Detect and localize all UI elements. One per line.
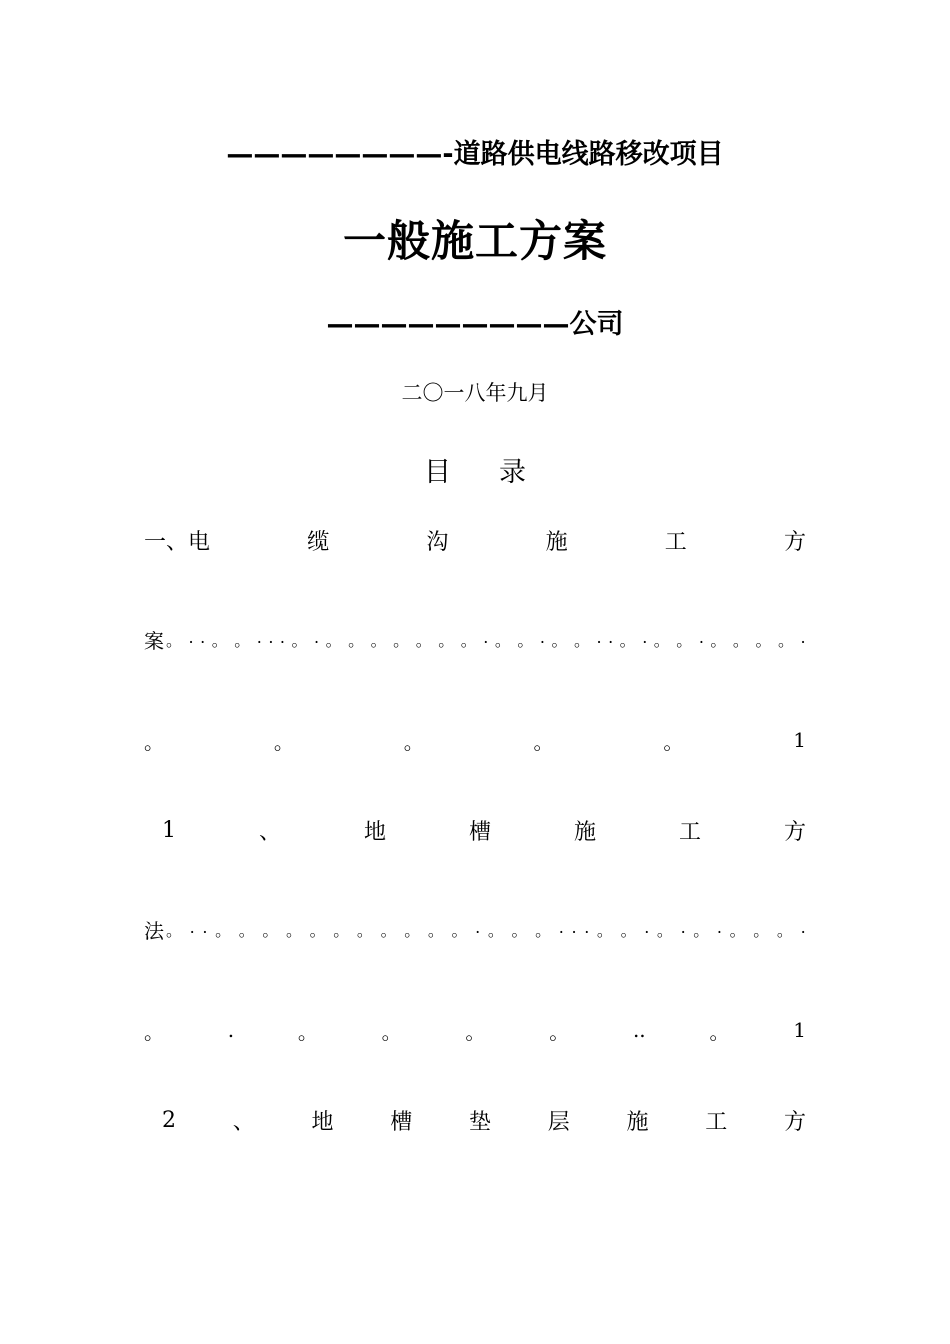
leader-dot: 。 — [393, 631, 410, 650]
leader-dot: .. — [632, 1018, 646, 1042]
toc-continuation: 案 — [144, 629, 164, 653]
leader-dot: . — [483, 628, 489, 647]
toc-char: 方 — [783, 529, 806, 555]
toc-entry-1-title[interactable] — [144, 520, 806, 560]
leader-dot: 。 — [511, 921, 528, 940]
leader-dot: . — [279, 628, 286, 647]
leader-dot: . — [571, 918, 577, 937]
dot-leader — [166, 628, 806, 651]
leader-dot: 。 — [693, 921, 710, 940]
toc-char: 地 — [363, 819, 386, 845]
leader-dot: 。 — [234, 631, 251, 650]
leader-dot: 。 — [732, 631, 749, 650]
leader-dot: 。 — [404, 921, 421, 940]
toc-char: 施 — [626, 1109, 649, 1135]
leader-dot: . — [189, 918, 195, 937]
leader-dot: 。 — [656, 921, 673, 940]
toc-entry-2-leader — [144, 915, 806, 944]
leader-dot: 。 — [166, 631, 183, 650]
toc-entry-1-page-row — [144, 725, 806, 755]
toc-char: 方 — [783, 819, 806, 845]
leader-dot: . — [539, 628, 545, 647]
toc-char: 缆 — [307, 529, 330, 555]
leader-dot: . — [256, 628, 262, 647]
toc-char: 、 — [232, 1109, 255, 1135]
project-subtitle: ————————-道路供电线路移改项目 — [226, 139, 724, 170]
leader-dot: 。 — [144, 1019, 164, 1044]
leader-dot: 。 — [356, 921, 373, 940]
toc-char: 工 — [678, 819, 701, 845]
leader-dot: 。 — [517, 631, 534, 650]
leader-dot: 。 — [663, 729, 684, 754]
toc-heading — [0, 450, 950, 489]
leader-dot: 。 — [753, 921, 770, 940]
toc-char: 、 — [258, 819, 281, 845]
leader-dot: . — [558, 918, 564, 937]
toc-char: 工 — [664, 529, 687, 555]
leader-dot: . — [716, 918, 723, 937]
leader-dot: 。 — [166, 921, 183, 940]
leader-dot: . — [188, 628, 194, 647]
toc-char: 施 — [573, 819, 596, 845]
leader-dot: 。 — [380, 921, 397, 940]
leader-dot: 。 — [596, 921, 613, 940]
toc-entry-2-title[interactable] — [162, 810, 806, 850]
leader-dot: 。 — [238, 921, 255, 940]
leader-dot: 。 — [438, 631, 455, 650]
toc-entry-3-title[interactable] — [162, 1100, 806, 1140]
leader-dot: 。 — [653, 631, 670, 650]
page-number: 1 — [793, 728, 806, 752]
leader-dot: 。 — [381, 1019, 402, 1044]
leader-dot: 。 — [427, 921, 444, 940]
leader-dot: . — [202, 918, 208, 937]
leader-dot: 。 — [460, 631, 477, 650]
toc-char: 槽 — [468, 819, 491, 845]
leader-dot: . — [268, 628, 274, 647]
toc-char: 地 — [311, 1109, 334, 1135]
leader-dot: . — [200, 628, 206, 647]
toc-char: 工 — [705, 1109, 728, 1135]
leader-dot: 。 — [533, 729, 554, 754]
document-title: 一般施工方案 — [343, 217, 607, 267]
leader-dot: 。 — [487, 921, 504, 940]
toc-char: 2 — [162, 1107, 176, 1133]
document-date: 二〇一八年九月 — [401, 381, 549, 405]
toc-char: 层 — [547, 1109, 570, 1135]
leader-dot: 。 — [262, 921, 279, 940]
leader-dot: . — [596, 628, 602, 647]
leader-dot: 。 — [573, 631, 590, 650]
leader-dot: . — [698, 628, 704, 647]
leader-dot: 。 — [333, 921, 350, 940]
leader-dot: 。 — [777, 631, 794, 650]
leader-dot: . — [680, 918, 686, 937]
leader-dot: 。 — [297, 1019, 318, 1044]
dot-leader — [166, 918, 806, 941]
toc-char: 施 — [545, 529, 568, 555]
leader-dot: 。 — [620, 921, 637, 940]
toc-char: 垫 — [468, 1109, 491, 1135]
leader-dot: . — [800, 918, 806, 937]
page-number: 1 — [793, 1018, 806, 1042]
leader-dot: 。 — [309, 921, 326, 940]
leader-dot: 。 — [215, 921, 232, 940]
leader-dot: . — [800, 628, 806, 647]
leader-dot: 。 — [211, 631, 228, 650]
company-name: —————————公司 — [326, 309, 624, 340]
leader-dot: 。 — [729, 921, 746, 940]
toc-char: 槽 — [390, 1109, 413, 1135]
leader-dot: 。 — [535, 921, 552, 940]
leader-dot: 。 — [325, 631, 342, 650]
leader-dot: 。 — [415, 631, 432, 650]
leader-dot: . — [644, 918, 650, 937]
leader-dot: 。 — [370, 631, 387, 650]
leader-dot: 。 — [348, 631, 365, 650]
leader-dot: 。 — [776, 921, 793, 940]
leader-dot: 。 — [144, 729, 164, 754]
leader-dot: . — [584, 918, 590, 937]
leader-dot: 。 — [465, 1019, 486, 1044]
leader-dot: 。 — [676, 631, 693, 650]
leader-dot: 。 — [549, 1019, 570, 1044]
leader-dot: 。 — [551, 631, 568, 650]
leader-dot: 。 — [451, 921, 468, 940]
toc-entry-1-leader — [144, 625, 806, 654]
leader-dot: . — [608, 628, 614, 647]
toc-char: 方 — [783, 1109, 806, 1135]
leader-dot: 。 — [710, 631, 727, 650]
toc-heading-char: 录 — [499, 457, 526, 488]
toc-heading-char: 目 — [424, 457, 451, 488]
leader-dot: 。 — [709, 1019, 730, 1044]
leader-dot: 。 — [291, 631, 308, 650]
toc-char: 一、电 — [144, 529, 211, 555]
leader-dot: 。 — [755, 631, 772, 650]
leader-dot: 。 — [494, 631, 511, 650]
leader-dot: 。 — [286, 921, 303, 940]
leader-dot: 。 — [403, 729, 424, 754]
leader-dot: 。 — [273, 729, 294, 754]
leader-dot: . — [227, 1018, 235, 1042]
toc-entry-2-page-row — [144, 1015, 806, 1045]
leader-dot: . — [314, 628, 320, 647]
toc-char: 沟 — [426, 529, 449, 555]
leader-dot: 。 — [619, 631, 636, 650]
leader-dot: . — [475, 918, 481, 937]
leader-dot: . — [642, 628, 648, 647]
toc-char: 1 — [162, 817, 176, 843]
toc-continuation: 法 — [144, 919, 164, 943]
